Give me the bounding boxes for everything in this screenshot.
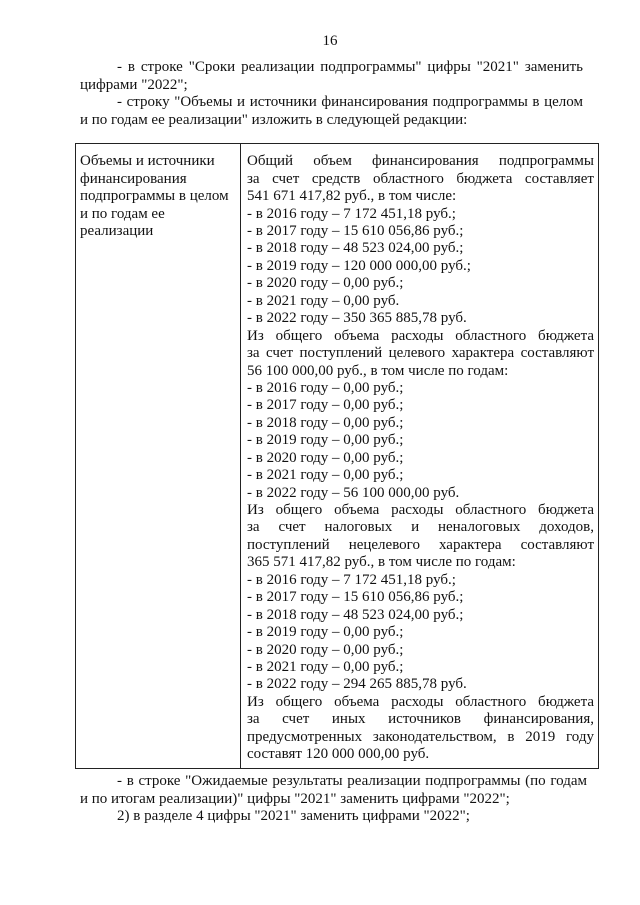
text-line: - строку "Объемы и источники финансирования подпрограммы в целом	[117, 94, 583, 111]
content-line: 365 571 417,82 руб., в том числе по годам:	[247, 554, 516, 571]
text-line: 2) в разделе 4 цифры "2021" заменить цифрами "2022";	[117, 808, 470, 825]
year-amount-line: - в 2019 году – 0,00 руб.;	[247, 432, 404, 449]
content-line: за счет средств областного бюджета составляет	[247, 170, 594, 187]
year-amount-line: - в 2016 году – 0,00 руб.;	[247, 379, 404, 396]
label-line: реализации	[80, 223, 154, 240]
content-line: поступлений нецелевого характера составляют	[247, 536, 594, 553]
text-line: - в строке "Ожидаемые результаты реализации подпрограммы (по годам	[117, 773, 587, 790]
year-amount-line: - в 2021 году – 0,00 руб.;	[247, 467, 404, 484]
year-amount-line: - в 2016 году – 7 172 451,18 руб.;	[247, 571, 456, 588]
outro-paragraph-expected-results	[80, 773, 587, 808]
year-amount-line: - в 2022 году – 350 365 885,78 руб.	[247, 310, 467, 327]
label-line: подпрограммы в целом	[80, 188, 229, 205]
year-amount-line: - в 2021 году – 0,00 руб.	[247, 292, 400, 309]
outro-paragraph-section-4	[80, 808, 587, 825]
text-line: цифрами "2022";	[80, 76, 188, 93]
outro-section	[80, 773, 587, 825]
label-line: Объемы и источники	[80, 153, 215, 170]
intro-paragraph-rename-deadline	[80, 59, 583, 94]
page-number: 16	[322, 33, 338, 50]
content-line: 56 100 000,00 руб., в том числе по годам:	[247, 362, 509, 379]
year-amount-line: - в 2018 году – 48 523 024,00 руб.;	[247, 606, 464, 623]
content-line: 541 671 417,82 руб., в том числе:	[247, 188, 457, 205]
year-amount-line: - в 2021 году – 0,00 руб.;	[247, 658, 404, 675]
content-line: за счет иных источников финансирования,	[247, 711, 594, 728]
intro-paragraph-financing-row	[80, 94, 583, 129]
year-amount-line: - в 2018 году – 48 523 024,00 руб.;	[247, 240, 464, 257]
year-amount-line: - в 2022 году – 294 265 885,78 руб.	[247, 676, 467, 693]
year-amount-line: - в 2018 году – 0,00 руб.;	[247, 414, 404, 431]
table-content-cell	[241, 144, 598, 768]
content-line: предусмотренных законодательством, в 2019 году	[247, 728, 594, 745]
year-amount-line: - в 2022 году – 56 100 000,00 руб.	[247, 484, 460, 501]
content-line: составят 120 000 000,00 руб.	[247, 746, 430, 763]
content-line: за счет налоговых и неналоговых доходов,	[247, 519, 594, 536]
content-line: Из общего объема расходы областного бюджета	[247, 327, 594, 344]
financing-table	[75, 143, 599, 769]
year-amount-line: - в 2020 году – 0,00 руб.;	[247, 641, 404, 658]
year-amount-line: - в 2017 году – 0,00 руб.;	[247, 397, 404, 414]
year-amount-line: - в 2020 году – 0,00 руб.;	[247, 449, 404, 466]
content-line: Общий объем финансирования подпрограммы	[247, 153, 594, 170]
label-line: и по годам ее	[80, 205, 165, 222]
text-line: и по итогам реализации)" цифры "2021" заменить цифрами "2022";	[80, 790, 510, 807]
intro-section	[80, 59, 583, 129]
content-line: Из общего объема расходы областного бюджета	[247, 693, 594, 710]
year-amount-line: - в 2019 году – 120 000 000,00 руб.;	[247, 257, 471, 274]
year-amount-line: - в 2020 году – 0,00 руб.;	[247, 275, 404, 292]
year-amount-line: - в 2019 году – 0,00 руб.;	[247, 624, 404, 641]
text-line: - в строке "Сроки реализации подпрограммы" цифры "2021" заменить	[117, 59, 583, 76]
year-amount-line: - в 2017 году – 15 610 056,86 руб.;	[247, 223, 464, 240]
year-amount-line: - в 2017 году – 15 610 056,86 руб.;	[247, 589, 464, 606]
text-line: и по годам ее реализации" изложить в следующей редакции:	[80, 111, 468, 128]
label-line: финансирования	[80, 170, 187, 187]
year-amount-line: - в 2016 году – 7 172 451,18 руб.;	[247, 205, 456, 222]
table-label-cell	[76, 144, 241, 768]
content-line: Из общего объема расходы областного бюджета	[247, 502, 594, 519]
content-line: за счет поступлений целевого характера составляют	[247, 345, 594, 362]
